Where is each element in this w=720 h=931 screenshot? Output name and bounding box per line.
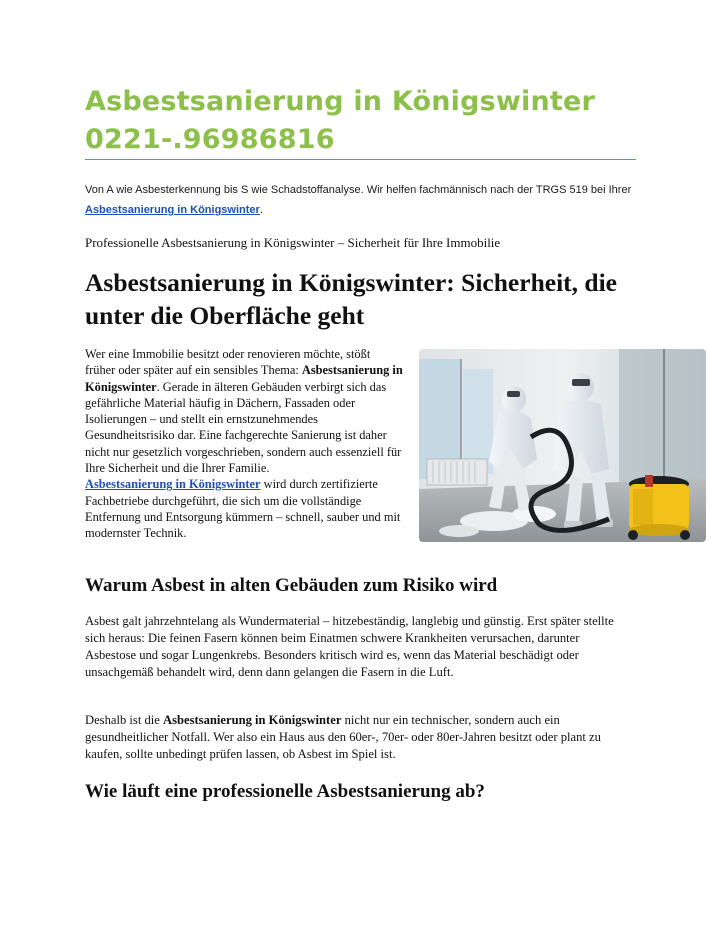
section3-heading: Wie läuft eine professionelle Asbestsanierung ab? [85,781,485,802]
intro-text-end: . [259,204,263,216]
section2-paragraph2 [85,712,630,763]
section1-link[interactable]: Asbestsanierung in Königswinter [85,477,261,492]
page-title-phone: 0221-.96986816 [85,124,335,155]
section1-p1-bold: Asbestsanierung in Königswinter [85,363,403,394]
section1-p1-text-end: . Gerade in älteren Gebäuden verbirgt sich das gefährliche Material häufig in Dächern, Fassaden oder Isolierungen – und stellt ein ernstzunehmendes Gesundheitsrisiko dar. Eine fachgerechte Sanierung ist daher nicht nur gesetzlich vorgeschrieben, sondern auch essenziell für Ihre Sicherheit und die Ihrer Familie. [85,379,402,476]
section1-p2-text: wird durch zertifizierte Fachbetriebe durchgeführt, die sich um die vollständige Entfernung und Entsorgung kümmern – schnell, sauber und mit modernster Technik. [85,477,401,541]
section1-paragraph2 [85,476,403,541]
intro-paragraph [85,180,645,220]
section1-paragraph1 [85,346,403,476]
page-title-line1: Asbestsanierung in Königswinter [85,86,596,117]
section1-heading: Asbestsanierung in Königswinter: Sicherheit, die unter die Oberfläche geht [85,268,617,330]
intro-text: Von A wie Asbesterkennung bis S wie Schadstoffanalyse. Wir helfen fachmännisch nach der TRGS 519 bei Ihrer [85,184,632,196]
section1-body [85,346,403,542]
section1-p1-text: Wer eine Immobilie besitzt oder renovieren möchte, stößt früher oder später auf ein sensibles Thema: [85,347,371,378]
section2-p2-text-end: nicht nur ein technischer, sondern auch ein gesundheitlicher Notfall. Wer also ein Haus aus den 60er-, 70er- oder 80er-Jahren besitzt oder plant zu kaufen, sollte unbedingt prüfen lassen, ob Asbest im Spiel ist. [85,713,601,761]
section2-p2-bold: Asbestsanierung in Königswinter [163,713,342,727]
section2-p2-text: Deshalb ist die [85,713,163,727]
section2-paragraph1: Asbest galt jahrzehntelang als Wundermaterial – hitzebeständig, langlebig und günstig. Erst später stellte sich heraus: Die feinen Fasern können beim Einatmen schwere Krankheiten verursachen, darunter Asbestose und sogar Lungenkrebs. Besonders kritisch wird es, wenn das Material beschädigt oder unsachgemäß behandelt wird, denn dann gelangen die Fasern in die Luft. [85,614,614,679]
title-divider [85,159,636,160]
intro-link[interactable]: Asbestsanierung in Königswinter [85,204,260,216]
subtitle: Professionelle Asbestsanierung in Königswinter – Sicherheit für Ihre Immobilie [85,235,501,250]
section2-heading: Warum Asbest in alten Gebäuden zum Risiko wird [85,575,498,596]
page-title [85,83,645,159]
asbestos-workers-photo [419,349,706,542]
